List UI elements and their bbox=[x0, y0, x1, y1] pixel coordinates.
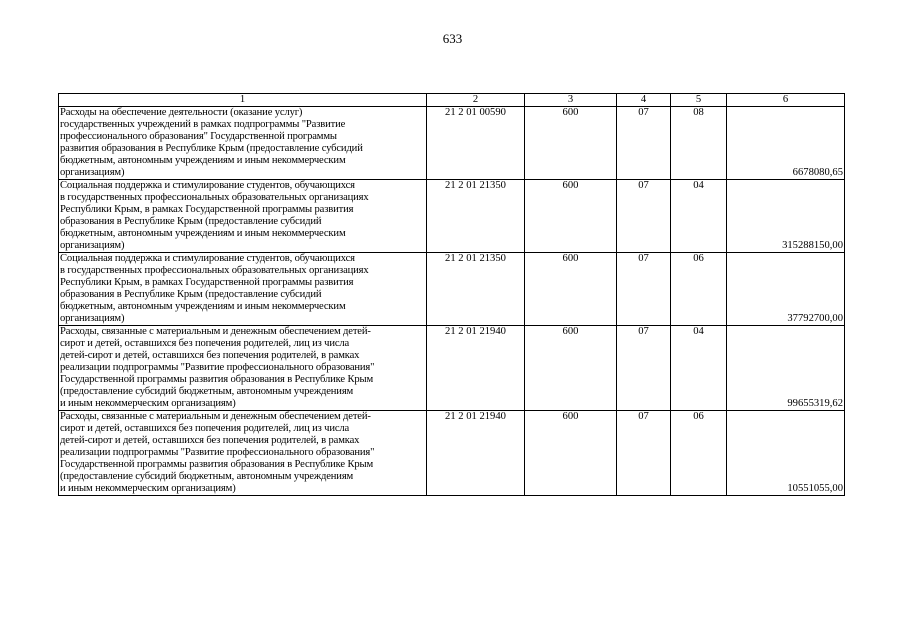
description-line: в государственных профессиональных образовательных организациях bbox=[60, 265, 369, 276]
row-subsection: 04 bbox=[671, 326, 727, 411]
row-expense-type: 600 bbox=[525, 180, 617, 253]
table-row bbox=[59, 180, 845, 253]
description-line: сирот и детей, оставшихся без попечения родителей, лиц из числа bbox=[60, 338, 350, 349]
table-row bbox=[59, 326, 845, 411]
header-cell-pr: 5 bbox=[671, 94, 727, 107]
description-line: в государственных профессиональных образовательных организациях bbox=[60, 192, 369, 203]
row-subsection: 08 bbox=[671, 107, 727, 180]
table-row bbox=[59, 107, 845, 180]
row-description bbox=[59, 326, 427, 411]
row-expense-type: 600 bbox=[525, 411, 617, 496]
header-cell-rz: 4 bbox=[617, 94, 671, 107]
table-row bbox=[59, 411, 845, 496]
description-line: профессионального образования" Государственной программы bbox=[60, 131, 337, 142]
description-line: образования в Республике Крым (предоставление субсидий bbox=[60, 289, 322, 300]
row-subsection: 06 bbox=[671, 411, 727, 496]
row-target-code: 21 2 01 21350 bbox=[427, 180, 525, 253]
description-line: реализации подпрограммы "Развитие профессионального образования" bbox=[60, 447, 375, 458]
row-target-code: 21 2 01 21940 bbox=[427, 411, 525, 496]
row-section: 07 bbox=[617, 326, 671, 411]
row-expense-type: 600 bbox=[525, 326, 617, 411]
header-cell-name: 1 bbox=[59, 94, 427, 107]
table-header-row bbox=[59, 94, 845, 107]
description-line: Республики Крым, в рамках Государственной программы развития bbox=[60, 204, 354, 215]
description-line: (предоставление субсидий бюджетным, автономным учреждениям bbox=[60, 386, 354, 397]
table-row bbox=[59, 253, 845, 326]
description-line: и иным некоммерческим организациям) bbox=[60, 398, 236, 409]
header-cell-vr: 3 bbox=[525, 94, 617, 107]
description-line: образования в Республике Крым (предоставление субсидий bbox=[60, 216, 322, 227]
description-line: государственных учреждений в рамках подпрограммы "Развитие bbox=[60, 119, 346, 130]
header-cell-code: 2 bbox=[427, 94, 525, 107]
row-amount: 37792700,00 bbox=[727, 253, 845, 326]
description-line: Республики Крым, в рамках Государственной программы развития bbox=[60, 277, 354, 288]
description-line: Государственной программы развития образования в Республике Крым bbox=[60, 459, 374, 470]
description-line: организациям) bbox=[60, 240, 125, 251]
description-line: развития образования в Республике Крым (предоставление субсидий bbox=[60, 143, 363, 154]
description-line: Социальная поддержка и стимулирование студентов, обучающихся bbox=[60, 180, 355, 191]
row-description bbox=[59, 411, 427, 496]
row-expense-type: 600 bbox=[525, 253, 617, 326]
description-line: Социальная поддержка и стимулирование студентов, обучающихся bbox=[60, 253, 355, 264]
row-target-code: 21 2 01 21350 bbox=[427, 253, 525, 326]
header-cell-amount: 6 bbox=[727, 94, 845, 107]
description-line: бюджетным, автономным учреждениям и иным некоммерческим bbox=[60, 228, 346, 239]
row-section: 07 bbox=[617, 411, 671, 496]
row-description bbox=[59, 107, 427, 180]
description-line: Расходы, связанные с материальным и денежным обеспечением детей- bbox=[60, 411, 371, 422]
row-expense-type: 600 bbox=[525, 107, 617, 180]
description-line: бюджетным, автономным учреждениям и иным некоммерческим bbox=[60, 301, 346, 312]
description-line: организациям) bbox=[60, 167, 125, 178]
row-subsection: 06 bbox=[671, 253, 727, 326]
row-subsection: 04 bbox=[671, 180, 727, 253]
description-line: детей-сирот и детей, оставшихся без попечения родителей, в рамках bbox=[60, 350, 360, 361]
description-line: бюджетным, автономным учреждениям и иным некоммерческим bbox=[60, 155, 346, 166]
row-section: 07 bbox=[617, 253, 671, 326]
table-body bbox=[59, 107, 845, 496]
description-line: Расходы, связанные с материальным и денежным обеспечением детей- bbox=[60, 326, 371, 337]
budget-table bbox=[58, 93, 845, 496]
row-amount: 315288150,00 bbox=[727, 180, 845, 253]
row-description bbox=[59, 253, 427, 326]
page-number: 633 bbox=[442, 31, 463, 46]
description-line: Государственной программы развития образования в Республике Крым bbox=[60, 374, 374, 385]
description-line: и иным некоммерческим организациям) bbox=[60, 483, 236, 494]
description-line: Расходы на обеспечение деятельности (оказание услуг) bbox=[60, 107, 303, 118]
row-amount: 99655319,62 bbox=[727, 326, 845, 411]
row-target-code: 21 2 01 21940 bbox=[427, 326, 525, 411]
description-line: детей-сирот и детей, оставшихся без попечения родителей, в рамках bbox=[60, 435, 360, 446]
row-section: 07 bbox=[617, 180, 671, 253]
description-line: (предоставление субсидий бюджетным, автономным учреждениям bbox=[60, 471, 354, 482]
description-line: реализации подпрограммы "Развитие профессионального образования" bbox=[60, 362, 375, 373]
description-line: сирот и детей, оставшихся без попечения родителей, лиц из числа bbox=[60, 423, 350, 434]
row-amount: 10551055,00 bbox=[727, 411, 845, 496]
row-amount: 6678080,65 bbox=[727, 107, 845, 180]
description-line: организациям) bbox=[60, 313, 125, 324]
row-section: 07 bbox=[617, 107, 671, 180]
row-description bbox=[59, 180, 427, 253]
row-target-code: 21 2 01 00590 bbox=[427, 107, 525, 180]
